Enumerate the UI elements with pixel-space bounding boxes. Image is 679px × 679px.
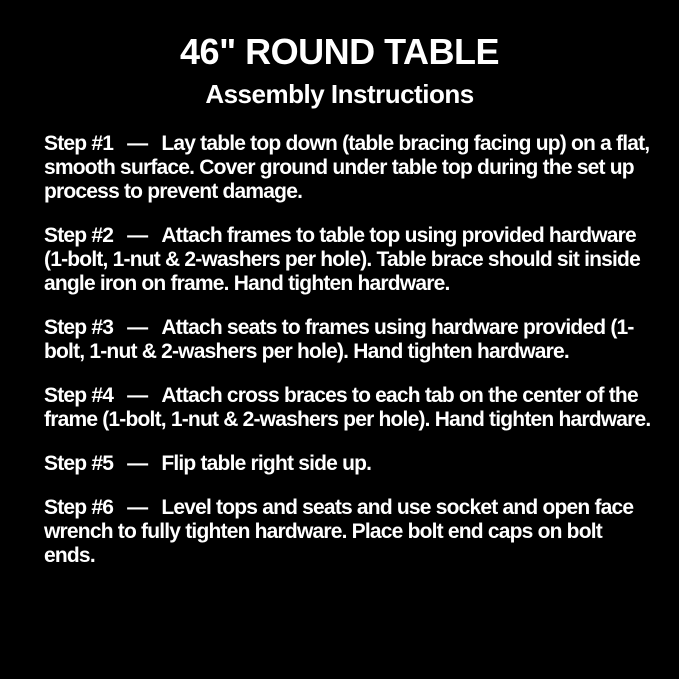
step-paragraph-2: [44, 224, 654, 296]
step-paragraph-5: [44, 452, 654, 476]
step-label: Step #4: [44, 384, 114, 408]
step-separator: —: [127, 384, 148, 408]
step-label: Step #6: [44, 496, 114, 520]
step-label: Step #5: [44, 452, 114, 476]
step-separator: —: [127, 316, 148, 340]
steps-list: [44, 132, 654, 568]
step-separator: —: [127, 452, 148, 476]
step-label: Step #1: [44, 132, 114, 156]
step-paragraph-1: [44, 132, 654, 204]
step-label: Step #3: [44, 316, 114, 340]
page-title: 46" ROUND TABLE: [180, 31, 499, 72]
step-paragraph-4: [44, 384, 654, 432]
step-paragraph-3: [44, 316, 654, 364]
step-text: Level tops and seats and use socket and open face wrench to fully tighten hardware. Place bolt end caps on bolt ends.: [44, 496, 634, 568]
step-separator: —: [127, 496, 148, 520]
step-separator: —: [127, 132, 148, 156]
step-separator: —: [127, 224, 148, 248]
step-paragraph-6: [44, 496, 654, 568]
step-text: Flip table right side up.: [161, 452, 372, 476]
step-text: Attach frames to table top using provided hardware (1-bolt, 1-nut & 2-washers per hole). Table brace should sit inside angle iron on frame. Hand tighten hardware.: [44, 224, 640, 296]
step-text: Lay table top down (table bracing facing up) on a flat, smooth surface. Cover ground under table top during the set up process to prevent damage.: [44, 132, 650, 204]
page-subtitle: Assembly Instructions: [205, 78, 474, 109]
step-text: Attach cross braces to each tab on the center of the frame (1-bolt, 1-nut & 2-washers per hole). Hand tighten hardware.: [44, 384, 651, 432]
step-text: Attach seats to frames using hardware provided (1-bolt, 1-nut & 2-washers per hole). Hand tighten hardware.: [44, 316, 634, 364]
step-label: Step #2: [44, 224, 114, 248]
